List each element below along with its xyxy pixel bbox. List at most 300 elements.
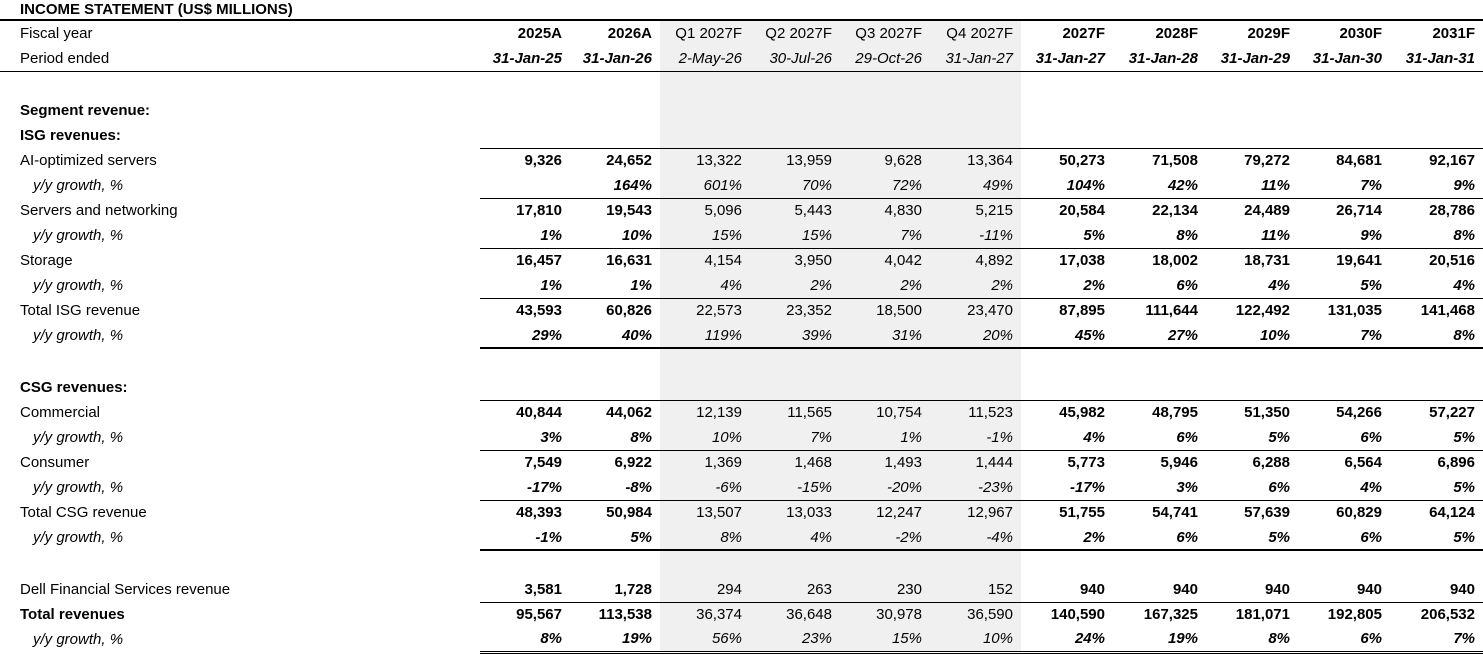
cell-2031f bbox=[1390, 71, 1483, 98]
cell-2026a: 6,922 bbox=[570, 450, 660, 475]
cell-q2-2027f: 3,950 bbox=[750, 248, 840, 273]
cell-2027f: 104% bbox=[1066, 176, 1105, 194]
table-header bbox=[0, 21, 1483, 71]
cell-2029f: 18,731 bbox=[1206, 248, 1298, 273]
cell-q3-2027f: 18,500 bbox=[840, 298, 930, 323]
cell-q3-2027f: 10,754 bbox=[840, 400, 930, 425]
cell-q2-2027f bbox=[750, 98, 840, 123]
cell-2025a: 40,844 bbox=[480, 400, 570, 425]
cell-2030f: 7% bbox=[1298, 323, 1390, 348]
cell-q1-2027f: 56% bbox=[660, 627, 750, 652]
row-label: Total CSG revenue bbox=[20, 504, 147, 521]
cell-q3-2027f: 30,978 bbox=[840, 602, 930, 627]
cell-2025a: 95,567 bbox=[480, 602, 570, 627]
row-label: ISG revenues: bbox=[20, 127, 121, 144]
cell-q1-2027f bbox=[660, 71, 750, 98]
cell-2026a: 19,543 bbox=[570, 198, 660, 223]
cell-q2-2027f bbox=[750, 375, 840, 400]
statement-title: INCOME STATEMENT (US$ MILLIONS) bbox=[0, 0, 1483, 21]
row-label: y/y growth, % bbox=[33, 277, 124, 294]
cell-2027f: 4% bbox=[1083, 428, 1105, 446]
period-ended-2025a: 31-Jan-25 bbox=[480, 46, 570, 71]
cell-2029f bbox=[1206, 98, 1298, 123]
cell-q1-2027f: -6% bbox=[660, 475, 750, 500]
cell-q3-2027f: 31% bbox=[840, 323, 930, 348]
cell-q1-2027f: 5,096 bbox=[660, 198, 750, 223]
cell-2029f: 10% bbox=[1206, 323, 1298, 348]
cell-2028f: 940 bbox=[1172, 580, 1198, 598]
cell-2030f: 6% bbox=[1298, 627, 1390, 652]
cell-2031f: 6,896 bbox=[1390, 450, 1483, 475]
cell-2027f: 45,982 bbox=[1021, 400, 1113, 425]
row-segment-revenue bbox=[0, 98, 1483, 123]
cell-2029f bbox=[1206, 123, 1298, 148]
cell-2028f: 5,946 bbox=[1113, 450, 1206, 475]
cell-q1-2027f bbox=[660, 98, 750, 123]
cell-2030f: 7% bbox=[1360, 176, 1382, 194]
cell-2029f bbox=[1206, 375, 1298, 400]
cell-q3-2027f: 4,830 bbox=[840, 198, 930, 223]
cell-q4-2027f: 1,444 bbox=[930, 450, 1021, 475]
cell-q4-2027f: -23% bbox=[930, 475, 1021, 500]
cell-2031f bbox=[1390, 123, 1483, 148]
row-isg-revenues bbox=[0, 123, 1483, 148]
fiscal-year-2029f: 2029F bbox=[1247, 25, 1290, 42]
cell-2026a bbox=[570, 71, 660, 98]
cell-q1-2027f bbox=[660, 550, 750, 577]
cell-q3-2027f: 1% bbox=[840, 425, 930, 450]
cell-2028f bbox=[1113, 71, 1206, 98]
cell-2025a bbox=[480, 173, 570, 198]
cell-2027f: 5,773 bbox=[1021, 450, 1113, 475]
row-label: Segment revenue: bbox=[20, 102, 151, 119]
cell-q1-2027f: 8% bbox=[660, 525, 750, 550]
cell-q1-2027f: 36,374 bbox=[660, 602, 750, 627]
row-label: Servers and networking bbox=[20, 202, 178, 219]
cell-q2-2027f: 7% bbox=[750, 425, 840, 450]
fiscal-year-2031f: 2031F bbox=[1432, 25, 1475, 42]
cell-2026a: 44,062 bbox=[570, 400, 660, 425]
row-commercial bbox=[0, 400, 1483, 425]
cell-2029f: 11% bbox=[1261, 176, 1290, 194]
cell-2031f: 8% bbox=[1453, 226, 1475, 244]
cell-q4-2027f: 11,523 bbox=[930, 400, 1021, 425]
cell-q2-2027f: 23% bbox=[750, 627, 840, 652]
cell-2026a: 24,652 bbox=[570, 148, 660, 173]
cell-2029f: 24,489 bbox=[1206, 198, 1298, 223]
cell-2031f: 9% bbox=[1453, 176, 1475, 194]
cell-2028f: 3% bbox=[1176, 478, 1198, 496]
cell-2029f: 79,272 bbox=[1206, 148, 1298, 173]
cell-q2-2027f bbox=[750, 348, 840, 375]
cell-2028f: 71,508 bbox=[1113, 148, 1206, 173]
cell-2025a: 48,393 bbox=[480, 500, 570, 525]
cell-2027f: 50,273 bbox=[1021, 148, 1113, 173]
cell-2030f: 60,829 bbox=[1298, 500, 1390, 525]
cell-2031f: 5% bbox=[1390, 525, 1483, 550]
cell-q1-2027f: 294 bbox=[660, 577, 750, 602]
cell-2030f: 6% bbox=[1360, 428, 1382, 446]
fiscal-year-2030f: 2030F bbox=[1339, 25, 1382, 42]
cell-q4-2027f: 36,590 bbox=[930, 602, 1021, 627]
row-y-y-growth bbox=[0, 425, 1483, 450]
cell-q1-2027f: 13,322 bbox=[660, 148, 750, 173]
fiscal-year-2027f: 2027F bbox=[1062, 25, 1105, 42]
cell-q1-2027f bbox=[660, 348, 750, 375]
cell-q4-2027f: 12,967 bbox=[930, 500, 1021, 525]
cell-2030f: 131,035 bbox=[1298, 298, 1390, 323]
cell-2028f bbox=[1113, 550, 1206, 577]
row-ai-optimized-servers bbox=[0, 148, 1483, 173]
cell-2030f: 940 bbox=[1356, 580, 1382, 598]
cell-2025a: 7,549 bbox=[480, 450, 570, 475]
row-label: Total ISG revenue bbox=[20, 302, 141, 319]
cell-2029f: 5% bbox=[1206, 525, 1298, 550]
cell-2029f: 181,071 bbox=[1206, 602, 1298, 627]
row-servers-and-networking bbox=[0, 198, 1483, 223]
cell-2027f bbox=[1021, 348, 1113, 375]
cell-2029f bbox=[1206, 348, 1298, 375]
period-ended-q3-2027f: 29-Oct-26 bbox=[840, 46, 930, 71]
row-label: y/y growth, % bbox=[33, 529, 124, 546]
cell-2028f: 27% bbox=[1113, 323, 1206, 348]
cell-2025a: 29% bbox=[480, 323, 570, 348]
cell-2028f bbox=[1113, 123, 1206, 148]
cell-2031f bbox=[1390, 98, 1483, 123]
cell-q4-2027f bbox=[930, 123, 1021, 148]
row-spacer bbox=[0, 71, 1483, 98]
cell-q3-2027f bbox=[840, 550, 930, 577]
cell-2026a: 164% bbox=[613, 176, 652, 194]
row-consumer bbox=[0, 450, 1483, 475]
cell-q2-2027f: 5,443 bbox=[750, 198, 840, 223]
fiscal-year-q4-2027f: Q4 2027F bbox=[930, 21, 1021, 46]
row-label: Commercial bbox=[20, 404, 101, 421]
cell-2029f: 6% bbox=[1268, 478, 1290, 496]
cell-2025a bbox=[480, 98, 570, 123]
cell-2025a: -1% bbox=[480, 525, 570, 550]
cell-2031f bbox=[1390, 375, 1483, 400]
cell-2025a: 16,457 bbox=[480, 248, 570, 273]
cell-2026a: 40% bbox=[570, 323, 660, 348]
row-label: y/y growth, % bbox=[33, 429, 124, 446]
cell-2026a: 10% bbox=[621, 226, 652, 244]
cell-q4-2027f: 2% bbox=[930, 273, 1021, 298]
row-total-csg-revenue bbox=[0, 500, 1483, 525]
cell-2030f: 6% bbox=[1298, 525, 1390, 550]
cell-2028f: 111,644 bbox=[1113, 298, 1206, 323]
cell-q2-2027f: 15% bbox=[750, 223, 840, 248]
cell-q2-2027f: 39% bbox=[750, 323, 840, 348]
cell-2030f: 192,805 bbox=[1298, 602, 1390, 627]
cell-q2-2027f bbox=[750, 71, 840, 98]
cell-q4-2027f: 5,215 bbox=[930, 198, 1021, 223]
cell-2029f: 51,350 bbox=[1206, 400, 1298, 425]
cell-q1-2027f bbox=[660, 375, 750, 400]
cell-2025a: 1% bbox=[540, 226, 562, 244]
cell-q2-2027f: 11,565 bbox=[750, 400, 840, 425]
cell-q1-2027f bbox=[660, 123, 750, 148]
cell-2027f bbox=[1021, 123, 1113, 148]
cell-q4-2027f bbox=[930, 375, 1021, 400]
cell-2026a bbox=[570, 98, 660, 123]
row-label: y/y growth, % bbox=[33, 227, 124, 244]
cell-2029f: 8% bbox=[1206, 627, 1298, 652]
cell-2028f bbox=[1113, 98, 1206, 123]
row-label bbox=[0, 348, 480, 375]
cell-2031f: 5% bbox=[1453, 428, 1475, 446]
cell-2027f bbox=[1021, 98, 1113, 123]
cell-2031f: 4% bbox=[1453, 276, 1475, 294]
cell-2026a bbox=[570, 348, 660, 375]
cell-2030f bbox=[1298, 375, 1390, 400]
cell-2028f: 18,002 bbox=[1113, 248, 1206, 273]
cell-q4-2027f: 10% bbox=[930, 627, 1021, 652]
cell-2025a: 17,810 bbox=[480, 198, 570, 223]
cell-2028f: 54,741 bbox=[1113, 500, 1206, 525]
cell-2027f: 2% bbox=[1021, 525, 1113, 550]
cell-2028f: 48,795 bbox=[1113, 400, 1206, 425]
cell-2027f: -17% bbox=[1069, 478, 1105, 496]
cell-2031f: 141,468 bbox=[1390, 298, 1483, 323]
cell-2031f: 28,786 bbox=[1390, 198, 1483, 223]
cell-q2-2027f: 36,648 bbox=[750, 602, 840, 627]
cell-q2-2027f bbox=[750, 550, 840, 577]
cell-q3-2027f: 72% bbox=[840, 173, 930, 198]
cell-q4-2027f bbox=[930, 71, 1021, 98]
table-body bbox=[0, 71, 1483, 652]
row-y-y-growth bbox=[0, 627, 1483, 652]
cell-2028f bbox=[1113, 348, 1206, 375]
cell-2026a: 60,826 bbox=[570, 298, 660, 323]
cell-q1-2027f: 10% bbox=[660, 425, 750, 450]
cell-2030f: 5% bbox=[1360, 276, 1382, 294]
period-ended-q2-2027f: 30-Jul-26 bbox=[750, 46, 840, 71]
row-label: y/y growth, % bbox=[33, 631, 124, 648]
row-label: y/y growth, % bbox=[33, 479, 124, 496]
cell-q3-2027f: 15% bbox=[840, 627, 930, 652]
cell-2030f: 19,641 bbox=[1298, 248, 1390, 273]
cell-2025a: -17% bbox=[526, 478, 562, 496]
cell-q2-2027f: 13,959 bbox=[750, 148, 840, 173]
cell-2027f: 45% bbox=[1021, 323, 1113, 348]
cell-2027f: 940 bbox=[1079, 580, 1105, 598]
cell-2025a: 8% bbox=[480, 627, 570, 652]
cell-q1-2027f: 4,154 bbox=[660, 248, 750, 273]
cell-2031f: 206,532 bbox=[1390, 602, 1483, 627]
row-storage bbox=[0, 248, 1483, 273]
cell-2031f: 8% bbox=[1390, 323, 1483, 348]
cell-2030f bbox=[1298, 71, 1390, 98]
cell-2029f: 6,288 bbox=[1206, 450, 1298, 475]
cell-2025a bbox=[480, 71, 570, 98]
cell-q3-2027f: 2% bbox=[840, 273, 930, 298]
cell-q3-2027f: 1,493 bbox=[840, 450, 930, 475]
row-y-y-growth bbox=[0, 223, 1483, 248]
row-label: Storage bbox=[20, 252, 73, 269]
period-ended-row bbox=[0, 46, 1483, 71]
cell-2027f: 140,590 bbox=[1021, 602, 1113, 627]
cell-q4-2027f: -1% bbox=[930, 425, 1021, 450]
cell-q2-2027f: 1,468 bbox=[750, 450, 840, 475]
cell-2026a bbox=[570, 123, 660, 148]
cell-2031f: 5% bbox=[1453, 478, 1475, 496]
cell-q4-2027f: -11% bbox=[930, 223, 1021, 248]
cell-2027f: 87,895 bbox=[1021, 298, 1113, 323]
cell-2026a: 1% bbox=[630, 276, 652, 294]
row-y-y-growth bbox=[0, 273, 1483, 298]
cell-2026a bbox=[570, 375, 660, 400]
row-label bbox=[0, 550, 480, 577]
cell-q3-2027f bbox=[840, 98, 930, 123]
cell-2027f: 24% bbox=[1021, 627, 1113, 652]
cell-2027f: 51,755 bbox=[1021, 500, 1113, 525]
cell-q1-2027f: 4% bbox=[660, 273, 750, 298]
cell-q1-2027f: 22,573 bbox=[660, 298, 750, 323]
cell-2026a: -8% bbox=[625, 478, 652, 496]
fiscal-year-q3-2027f: Q3 2027F bbox=[840, 21, 930, 46]
cell-2028f: 42% bbox=[1167, 176, 1198, 194]
cell-q4-2027f: -4% bbox=[930, 525, 1021, 550]
row-y-y-growth bbox=[0, 173, 1483, 198]
cell-2029f: 5% bbox=[1268, 428, 1290, 446]
cell-2026a: 50,984 bbox=[570, 500, 660, 525]
cell-2031f: 92,167 bbox=[1390, 148, 1483, 173]
period-ended-2026a: 31-Jan-26 bbox=[570, 46, 660, 71]
cell-q3-2027f: -20% bbox=[840, 475, 930, 500]
cell-2029f bbox=[1206, 71, 1298, 98]
row-label: Dell Financial Services revenue bbox=[20, 581, 231, 598]
cell-2028f: 19% bbox=[1113, 627, 1206, 652]
cell-q2-2027f: 2% bbox=[750, 273, 840, 298]
cell-q4-2027f: 152 bbox=[930, 577, 1021, 602]
cell-q2-2027f: 13,033 bbox=[750, 500, 840, 525]
row-label: AI-optimized servers bbox=[20, 152, 157, 169]
row-spacer bbox=[0, 348, 1483, 375]
cell-2027f: 5% bbox=[1083, 226, 1105, 244]
cell-2029f: 11% bbox=[1261, 226, 1290, 244]
cell-q1-2027f: 13,507 bbox=[660, 500, 750, 525]
cell-q2-2027f bbox=[750, 123, 840, 148]
cell-2025a: 3,581 bbox=[524, 580, 562, 598]
cell-2026a: 19% bbox=[570, 627, 660, 652]
cell-2026a: 8% bbox=[630, 428, 652, 446]
row-label: y/y growth, % bbox=[33, 177, 124, 194]
cell-2027f bbox=[1021, 375, 1113, 400]
period-ended-label: Period ended bbox=[0, 46, 480, 71]
cell-q3-2027f bbox=[840, 71, 930, 98]
cell-q4-2027f: 20% bbox=[930, 323, 1021, 348]
cell-2031f bbox=[1390, 550, 1483, 577]
cell-2029f: 122,492 bbox=[1206, 298, 1298, 323]
cell-2030f: 84,681 bbox=[1298, 148, 1390, 173]
cell-q3-2027f: 7% bbox=[840, 223, 930, 248]
cell-2029f: 940 bbox=[1264, 580, 1290, 598]
cell-2030f bbox=[1298, 98, 1390, 123]
row-csg-revenues bbox=[0, 375, 1483, 400]
cell-2025a: 3% bbox=[540, 428, 562, 446]
cell-2025a bbox=[480, 123, 570, 148]
cell-2025a: 1% bbox=[540, 276, 562, 294]
cell-2027f bbox=[1021, 71, 1113, 98]
cell-2026a: 1,728 bbox=[614, 580, 652, 598]
cell-2027f: 20,584 bbox=[1021, 198, 1113, 223]
fiscal-year-2025a: 2025A bbox=[517, 25, 562, 42]
row-label: CSG revenues: bbox=[20, 379, 128, 396]
cell-q1-2027f: 1,369 bbox=[660, 450, 750, 475]
row-y-y-growth bbox=[0, 323, 1483, 348]
row-spacer bbox=[0, 550, 1483, 577]
cell-q4-2027f: 23,470 bbox=[930, 298, 1021, 323]
cell-2027f: 17,038 bbox=[1021, 248, 1113, 273]
cell-2028f bbox=[1113, 375, 1206, 400]
cell-q3-2027f bbox=[840, 375, 930, 400]
fiscal-year-2026a: 2026A bbox=[607, 25, 652, 42]
cell-2028f: 167,325 bbox=[1113, 602, 1206, 627]
cell-q4-2027f: 49% bbox=[930, 173, 1021, 198]
fiscal-year-q1-2027f: Q1 2027F bbox=[660, 21, 750, 46]
row-total-isg-revenue bbox=[0, 298, 1483, 323]
period-ended-q4-2027f: 31-Jan-27 bbox=[930, 46, 1021, 71]
cell-2031f: 940 bbox=[1449, 580, 1475, 598]
cell-q3-2027f: -2% bbox=[840, 525, 930, 550]
cell-2027f: 2% bbox=[1083, 276, 1105, 294]
period-ended-2028f: 31-Jan-28 bbox=[1113, 46, 1206, 71]
period-ended-2030f: 31-Jan-30 bbox=[1298, 46, 1390, 71]
fiscal-year-row bbox=[0, 21, 1483, 46]
cell-2031f: 57,227 bbox=[1390, 400, 1483, 425]
cell-2030f: 9% bbox=[1360, 226, 1382, 244]
cell-2029f: 57,639 bbox=[1206, 500, 1298, 525]
cell-2031f: 7% bbox=[1390, 627, 1483, 652]
cell-2025a: 9,326 bbox=[480, 148, 570, 173]
cell-2030f: 26,714 bbox=[1298, 198, 1390, 223]
cell-q2-2027f: -15% bbox=[750, 475, 840, 500]
row-label bbox=[0, 71, 480, 98]
cell-2029f: 4% bbox=[1268, 276, 1290, 294]
cell-2025a bbox=[480, 348, 570, 375]
row-dell-financial-services-revenue bbox=[0, 577, 1483, 602]
cell-2025a bbox=[480, 375, 570, 400]
cell-q4-2027f: 4,892 bbox=[930, 248, 1021, 273]
cell-2028f: 8% bbox=[1176, 226, 1198, 244]
cell-2029f bbox=[1206, 550, 1298, 577]
cell-q3-2027f: 230 bbox=[840, 577, 930, 602]
cell-2030f: 6,564 bbox=[1298, 450, 1390, 475]
cell-2026a bbox=[570, 550, 660, 577]
cell-q4-2027f bbox=[930, 98, 1021, 123]
row-label: Consumer bbox=[20, 454, 90, 471]
cell-2028f: 6% bbox=[1176, 428, 1198, 446]
row-y-y-growth bbox=[0, 475, 1483, 500]
fiscal-year-label: Fiscal year bbox=[20, 25, 93, 42]
cell-q3-2027f: 9,628 bbox=[840, 148, 930, 173]
cell-2025a: 43,593 bbox=[480, 298, 570, 323]
cell-q4-2027f bbox=[930, 550, 1021, 577]
cell-q1-2027f: 601% bbox=[660, 173, 750, 198]
cell-2031f: 20,516 bbox=[1390, 248, 1483, 273]
row-label: y/y growth, % bbox=[33, 327, 124, 344]
cell-2030f bbox=[1298, 348, 1390, 375]
cell-2030f: 4% bbox=[1360, 478, 1382, 496]
row-y-y-growth bbox=[0, 525, 1483, 550]
cell-2026a: 113,538 bbox=[570, 602, 660, 627]
cell-2028f: 22,134 bbox=[1113, 198, 1206, 223]
cell-q1-2027f: 15% bbox=[660, 223, 750, 248]
cell-q3-2027f: 12,247 bbox=[840, 500, 930, 525]
cell-q2-2027f: 263 bbox=[750, 577, 840, 602]
cell-q1-2027f: 12,139 bbox=[660, 400, 750, 425]
